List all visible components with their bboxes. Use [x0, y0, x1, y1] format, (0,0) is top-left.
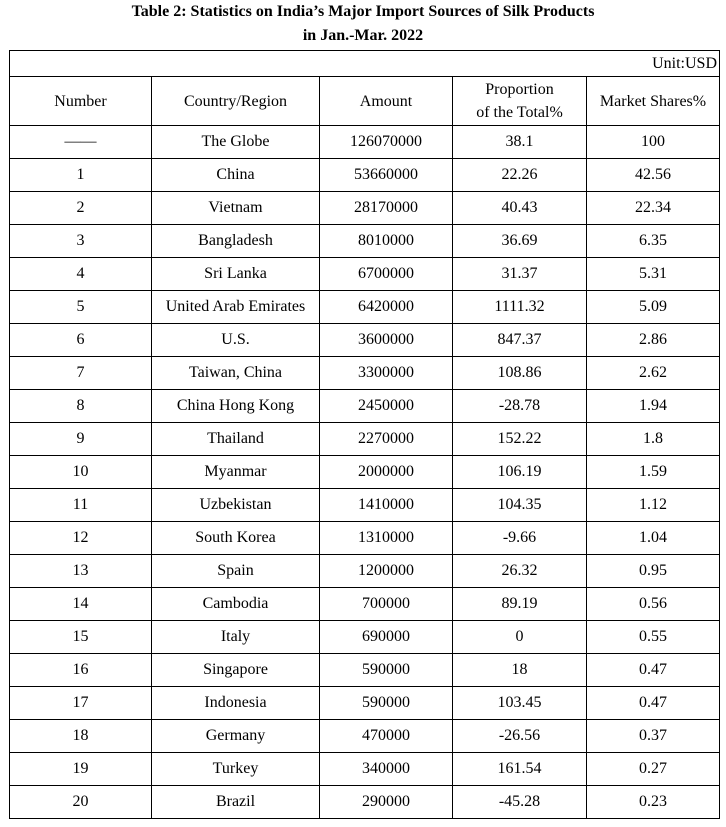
cell-number: 16 — [10, 654, 152, 687]
cell-proportion: 103.45 — [453, 687, 587, 720]
import-sources-table — [9, 50, 720, 819]
cell-number: 13 — [10, 555, 152, 588]
cell-amount: 590000 — [320, 654, 453, 687]
cell-market-share: 0.23 — [587, 786, 720, 819]
cell-market-share: 2.62 — [587, 357, 720, 390]
table-row — [10, 126, 720, 159]
cell-amount: 470000 — [320, 720, 453, 753]
cell-country: Bangladesh — [152, 225, 320, 258]
cell-market-share: 0.27 — [587, 753, 720, 786]
cell-number: 19 — [10, 753, 152, 786]
header-proportion — [453, 77, 587, 126]
cell-number: 7 — [10, 357, 152, 390]
header-proportion-line-1: Proportion — [485, 81, 554, 98]
table-row — [10, 522, 720, 555]
cell-number: 3 — [10, 225, 152, 258]
header-proportion-line-2: of the Total% — [476, 104, 563, 121]
cell-proportion: 152.22 — [453, 423, 587, 456]
cell-proportion: 106.19 — [453, 456, 587, 489]
table-row — [10, 654, 720, 687]
cell-country: Taiwan, China — [152, 357, 320, 390]
cell-amount: 340000 — [320, 753, 453, 786]
cell-country: Singapore — [152, 654, 320, 687]
cell-country: South Korea — [152, 522, 320, 555]
cell-number: 12 — [10, 522, 152, 555]
cell-amount: 53660000 — [320, 159, 453, 192]
header-row — [10, 77, 720, 126]
cell-number: 10 — [10, 456, 152, 489]
table-row — [10, 489, 720, 522]
table-row — [10, 357, 720, 390]
cell-country: Germany — [152, 720, 320, 753]
cell-proportion: 847.37 — [453, 324, 587, 357]
cell-market-share: 1.04 — [587, 522, 720, 555]
table-body — [10, 126, 720, 819]
cell-number: 18 — [10, 720, 152, 753]
table-title-line-1: Table 2: Statistics on India’s Major Import Sources of Silk Products — [131, 3, 595, 20]
cell-market-share: 0.55 — [587, 621, 720, 654]
cell-country: Sri Lanka — [152, 258, 320, 291]
header-number: Number — [10, 77, 152, 126]
table-row — [10, 390, 720, 423]
table-row — [10, 258, 720, 291]
table-row — [10, 456, 720, 489]
cell-number: 6 — [10, 324, 152, 357]
cell-amount: 1410000 — [320, 489, 453, 522]
table-row — [10, 423, 720, 456]
cell-proportion: 108.86 — [453, 357, 587, 390]
cell-market-share: 42.56 — [587, 159, 720, 192]
cell-market-share: 0.56 — [587, 588, 720, 621]
cell-market-share: 22.34 — [587, 192, 720, 225]
cell-country: The Globe — [152, 126, 320, 159]
table-row — [10, 159, 720, 192]
cell-amount: 2450000 — [320, 390, 453, 423]
cell-country: Cambodia — [152, 588, 320, 621]
header-country: Country/Region — [152, 77, 320, 126]
cell-market-share: 1.59 — [587, 456, 720, 489]
cell-market-share: 5.09 — [587, 291, 720, 324]
cell-market-share: 1.12 — [587, 489, 720, 522]
cell-number: 11 — [10, 489, 152, 522]
cell-proportion: -28.78 — [453, 390, 587, 423]
cell-market-share: 6.35 — [587, 225, 720, 258]
cell-market-share: 0.47 — [587, 687, 720, 720]
cell-amount: 2270000 — [320, 423, 453, 456]
cell-amount: 8010000 — [320, 225, 453, 258]
cell-amount: 6700000 — [320, 258, 453, 291]
table-row — [10, 324, 720, 357]
cell-number: 2 — [10, 192, 152, 225]
table-row — [10, 687, 720, 720]
table-row — [10, 555, 720, 588]
cell-proportion: 104.35 — [453, 489, 587, 522]
cell-country: United Arab Emirates — [152, 291, 320, 324]
header-market-share: Market Shares% — [587, 77, 720, 126]
cell-proportion: -9.66 — [453, 522, 587, 555]
cell-country: China Hong Kong — [152, 390, 320, 423]
unit-label: Unit:USD — [10, 51, 720, 77]
cell-amount: 1310000 — [320, 522, 453, 555]
cell-market-share: 5.31 — [587, 258, 720, 291]
table-title-line-2: in Jan.-Mar. 2022 — [302, 27, 424, 44]
cell-number: 15 — [10, 621, 152, 654]
cell-proportion: -45.28 — [453, 786, 587, 819]
cell-proportion: 40.43 — [453, 192, 587, 225]
cell-country: Spain — [152, 555, 320, 588]
cell-country: Thailand — [152, 423, 320, 456]
cell-proportion: 1111.32 — [453, 291, 587, 324]
cell-number: 14 — [10, 588, 152, 621]
cell-amount: 290000 — [320, 786, 453, 819]
cell-number: 8 — [10, 390, 152, 423]
cell-country: Myanmar — [152, 456, 320, 489]
cell-number: 5 — [10, 291, 152, 324]
cell-proportion: 26.32 — [453, 555, 587, 588]
cell-market-share: 100 — [587, 126, 720, 159]
cell-proportion: 22.26 — [453, 159, 587, 192]
cell-country: Indonesia — [152, 687, 320, 720]
unit-row — [10, 51, 720, 77]
cell-proportion: 89.19 — [453, 588, 587, 621]
cell-country: China — [152, 159, 320, 192]
table-row — [10, 621, 720, 654]
cell-amount: 126070000 — [320, 126, 453, 159]
table-row — [10, 225, 720, 258]
cell-country: U.S. — [152, 324, 320, 357]
cell-market-share: 0.95 — [587, 555, 720, 588]
cell-proportion: 0 — [453, 621, 587, 654]
cell-country: Brazil — [152, 786, 320, 819]
cell-number: 9 — [10, 423, 152, 456]
cell-country: Uzbekistan — [152, 489, 320, 522]
table-row — [10, 588, 720, 621]
cell-proportion: 18 — [453, 654, 587, 687]
cell-number: 17 — [10, 687, 152, 720]
header-amount: Amount — [320, 77, 453, 126]
cell-amount: 1200000 — [320, 555, 453, 588]
cell-country: Italy — [152, 621, 320, 654]
cell-market-share: 1.94 — [587, 390, 720, 423]
cell-amount: 2000000 — [320, 456, 453, 489]
cell-market-share: 0.47 — [587, 654, 720, 687]
cell-proportion: 161.54 — [453, 753, 587, 786]
table-row — [10, 192, 720, 225]
cell-amount: 3300000 — [320, 357, 453, 390]
cell-amount: 3600000 — [320, 324, 453, 357]
cell-number: 20 — [10, 786, 152, 819]
cell-number: 4 — [10, 258, 152, 291]
cell-amount: 6420000 — [320, 291, 453, 324]
cell-proportion: -26.56 — [453, 720, 587, 753]
cell-country: Turkey — [152, 753, 320, 786]
cell-amount: 590000 — [320, 687, 453, 720]
cell-market-share: 2.86 — [587, 324, 720, 357]
table-row — [10, 720, 720, 753]
cell-amount: 690000 — [320, 621, 453, 654]
table-row — [10, 786, 720, 819]
cell-proportion: 38.1 — [453, 126, 587, 159]
table-title — [0, 0, 726, 48]
cell-number: 1 — [10, 159, 152, 192]
cell-proportion: 31.37 — [453, 258, 587, 291]
cell-proportion: 36.69 — [453, 225, 587, 258]
cell-country: Vietnam — [152, 192, 320, 225]
cell-market-share: 0.37 — [587, 720, 720, 753]
cell-market-share: 1.8 — [587, 423, 720, 456]
cell-amount: 700000 — [320, 588, 453, 621]
cell-number: —— — [10, 126, 152, 159]
table-row — [10, 291, 720, 324]
cell-amount: 28170000 — [320, 192, 453, 225]
table-row — [10, 753, 720, 786]
